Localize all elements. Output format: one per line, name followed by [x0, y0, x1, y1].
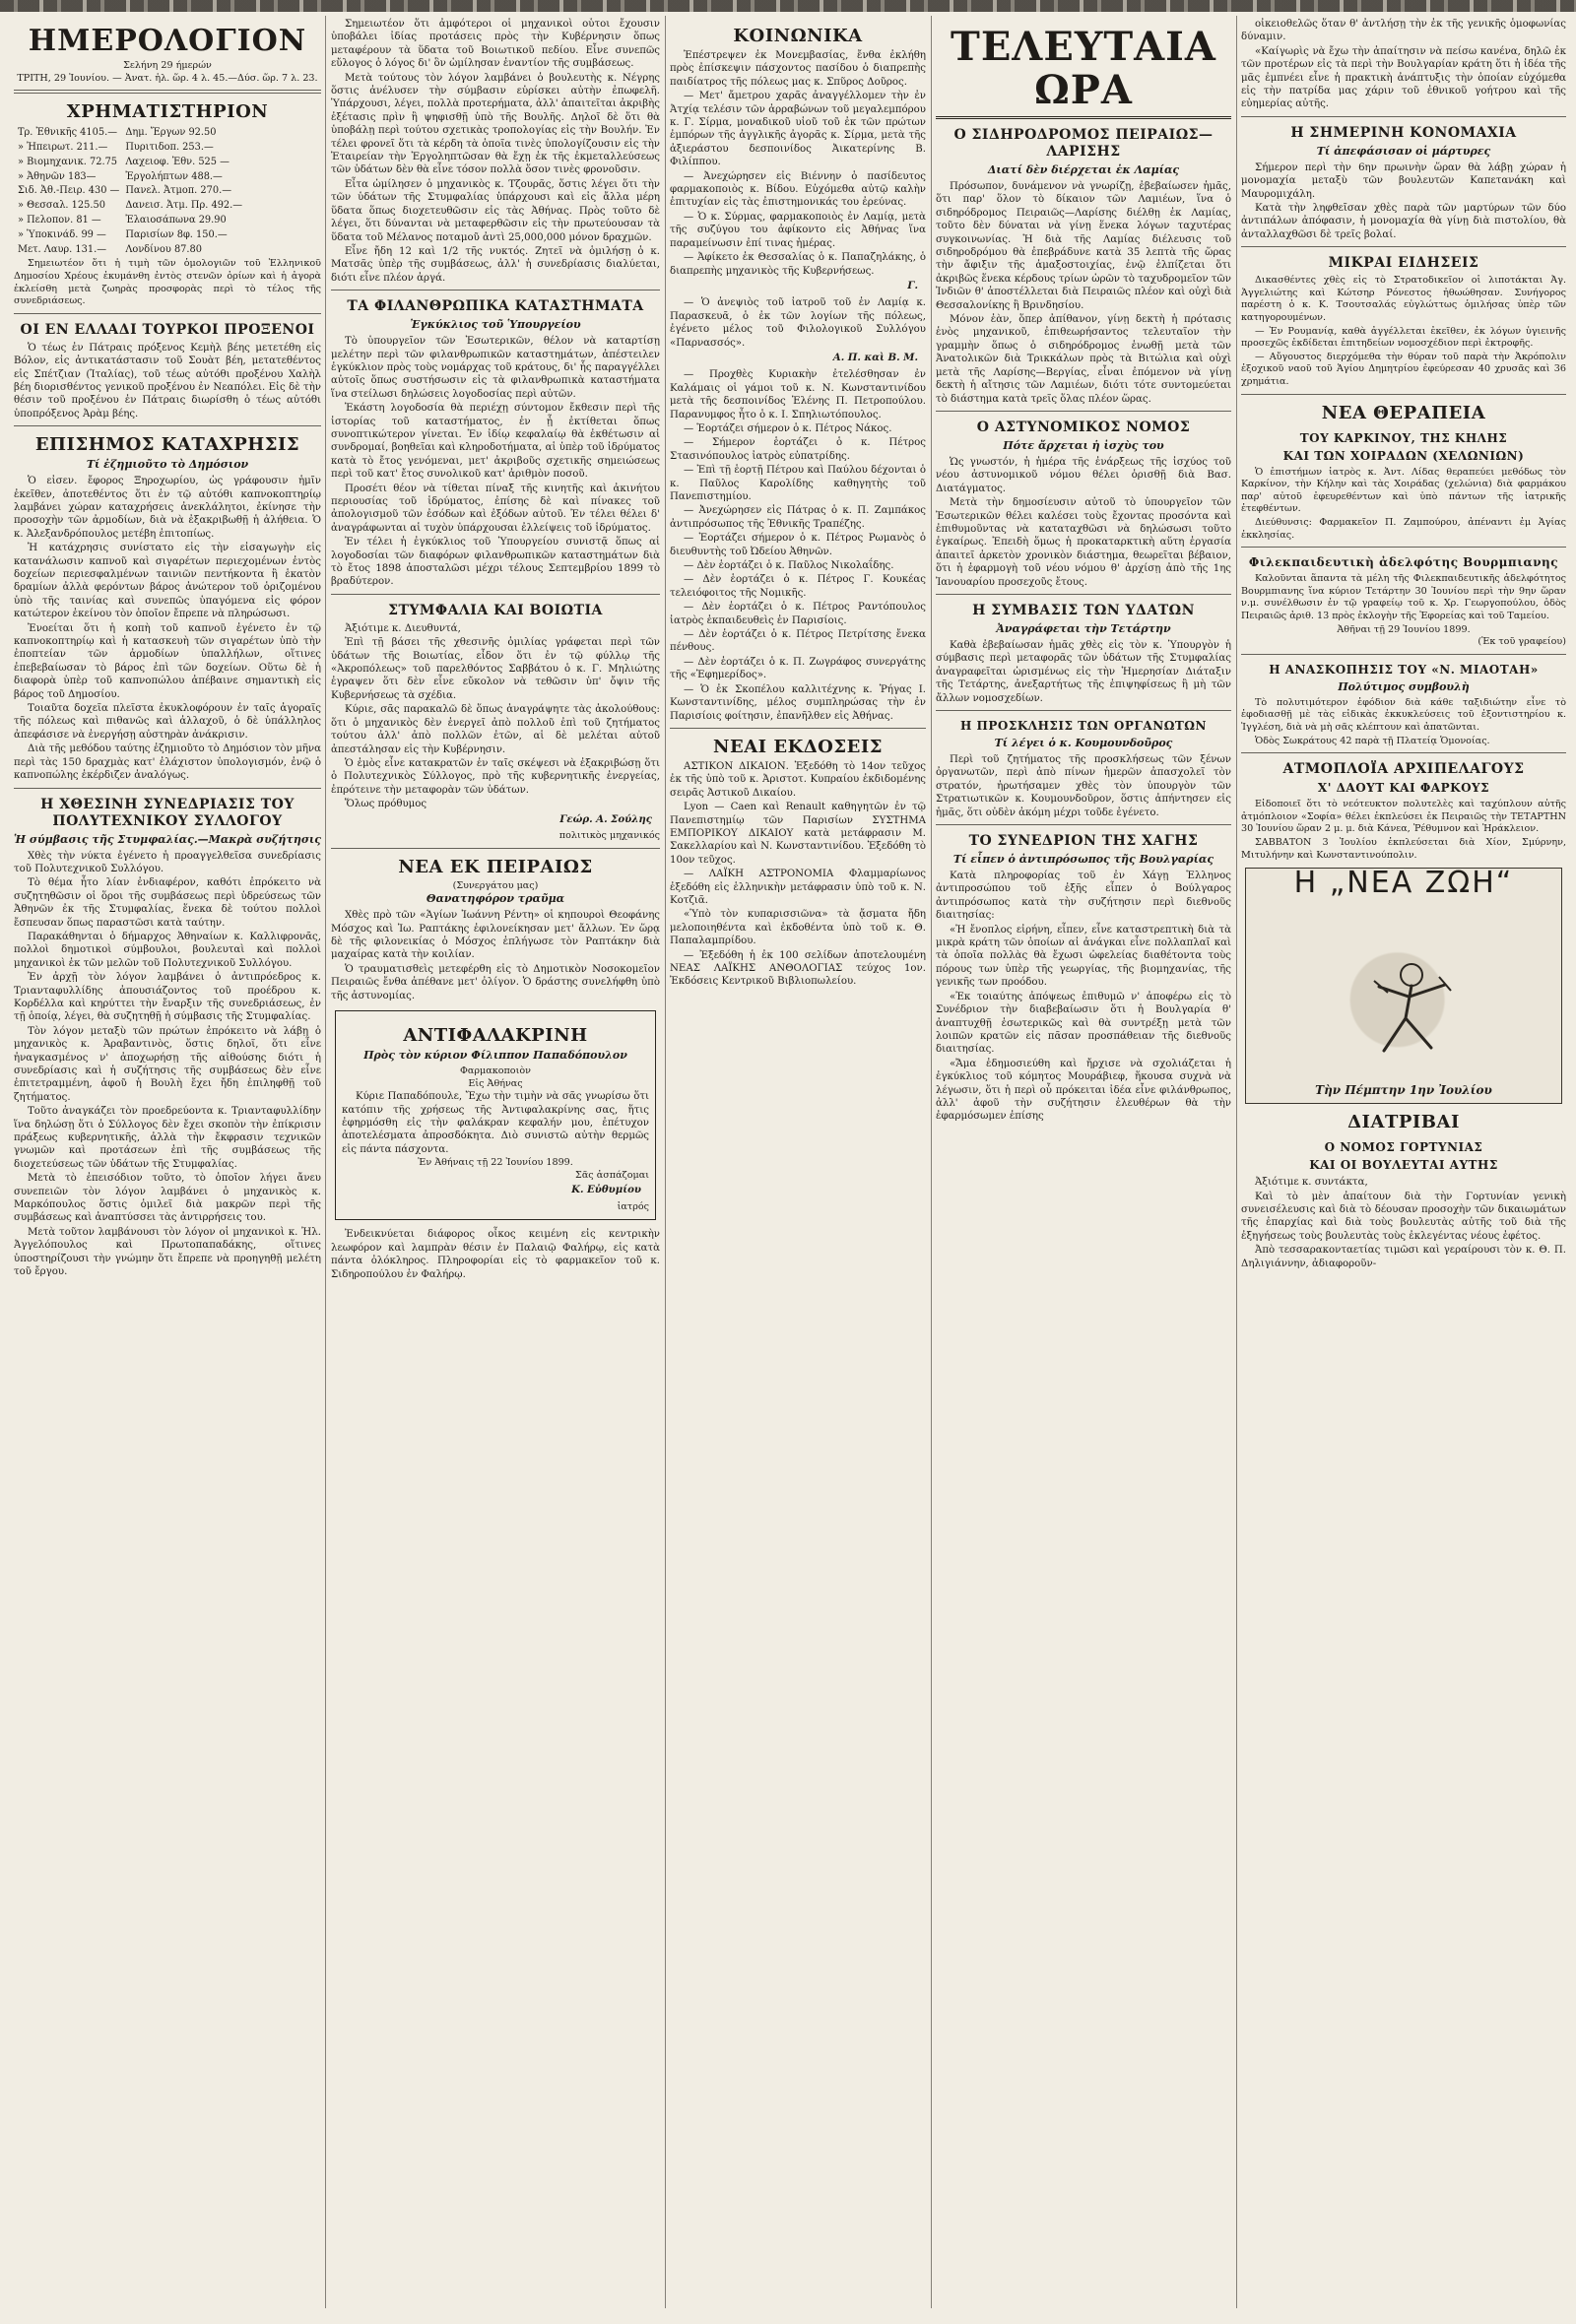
article-paragraph: Ἀξιότιμε κ. συντάκτα,	[1255, 1177, 1368, 1189]
table-cell: Ἐλαιοσάπωνα 29.90	[125, 214, 227, 226]
social-note: — Ἀνεχώρησεν εἰς Βιέννην ὁ πασίδευτος φαρμακοποιὸς κ. Βίδου. Εὐχόμεθα αὐτῷ καλὴν ἐπιτυχίαν εἰς τὰς ἐπιστημονικάς του ἐρεύνας.	[670, 170, 926, 209]
article-headline: Η ΣΥΜΒΑΣΙΣ ΤΩΝ ΥΔΑΤΩΝ	[972, 602, 1195, 618]
article-paragraph: Ὁ τραυματισθεὶς μετεφέρθη εἰς τὸ Δημοτικὸν Νοσοκομεῖον Πειραιῶς ἔνθα ἀπέθανε μετ' ὀλίγον. Ὁ δράστης συνελήφθη ὑπὸ τῆς ἀστυνομίας.	[331, 963, 660, 1001]
article-paragraph: Ἐνοείται ὅτι ἡ κοπὴ τοῦ καπνοῦ ἐγένετο ἐν τῷ καπνοκοπτηρίῳ καὶ ἡ κατασκευὴ τῶν σιγαρέτων ὑπὸ τὴν ἐποπτείαν τῶν ἀρμοδίων ὑπαλλήλων, οἵτινες ἐπεβεβαίωσαν τὸ βάρος ἐπὶ τῶν δοχείων. Οὕτω δὲ ἡ διαφορὰ ὑπὲρ τοῦ καπνοπώλου ἀπέβαινε σημαντικὴ εἰς βάρος τοῦ Δημοσίου.	[14, 622, 321, 700]
table-cell: Δημ. Ἔργων 92.50	[125, 127, 217, 139]
social-note: — Ἐπὶ τῇ ἑορτῇ Πέτρου καὶ Παύλου δέχονται ὁ κ. Παῦλος Καρολίδης καθηγητὴς τοῦ Πανεπιστημίου.	[670, 465, 926, 502]
table-cell: » Ὑποκινάδ. 99 —	[18, 228, 106, 240]
divider	[14, 788, 321, 789]
social-note: — Ἑορτάζει σήμερον ὁ κ. Πέτρος Ρωμανὸς ὁ διευθυντὴς τοῦ Ὠδείου Ἀθηνῶν.	[670, 533, 926, 557]
table-cell: Πανελ. Ἀτμοπ. 270.—	[125, 185, 232, 197]
article-paragraph: Μετὰ τούτους τὸν λόγον λαμβάνει ὁ βουλευτὴς κ. Νέγρης ὅστις ἀνέλυσεν τὴν σύμβασιν εὑρίσκει αὐτὴν ἐπωφελῆ. Ὑπάρχουσι, λέγει, πολλὰ προτερήματα, ἀλλ' ἀπαιτεῖται ἀκριβὴς ἐξέτασις πρὶν ἢ ψηφισθῇ ὑπὸ τῆς Βουλῆς. Δηλοῖ δὲ ὅτι θὰ ὑποβάλῃ περὶ τούτου σχετικὰς τροπολογίας εἰς τὴν Βουλήν. Ἐν τέλει φρονεῖ ὅτι τὰ κέρδη τὰ ὁποῖα τινὲς ὑπολογίζουσιν εἰς τὴν Ἑταιρείαν τὴν Ἐργοληπτῶσαν θὰ ἔχῃ ἐκ τῆς ἐκμεταλλεύσεως τῶν ὑδάτων δὲν θὰ εἶνε τόσον πολλὰ ὅσον τινὲς φρονοῦσιν.	[331, 72, 660, 176]
ad-body: ΣΑΒΒΑΤΟΝ 3 Ἰουλίου ἐκπλεύσεται διὰ Χίον, Σμύρνην, Μιτυλήνην καὶ Κωνσταντινούπολιν.	[1241, 836, 1566, 861]
divider	[1241, 752, 1566, 753]
article-paragraph: Καθὰ ἐβεβαίωσαν ἡμᾶς χθὲς εἰς τὸν κ. Ὑπουργὸν ἡ σύμβασις περὶ μεταφορᾶς τῶν ὑδάτων τῆς Στυμφαλίας ἀναγραφεῖται ὡρισμένως εἰς τὴν Ἡμερησίαν Διάταξιν τῆς Τετάρτης, ἀνεξαρτήτως τῆς ἐπιψηφίσεως ἢ μὴ τῶν ἄλλων νομοσχεδίων.	[936, 639, 1231, 704]
nea-zoi-illustrated-ad	[1245, 868, 1562, 1104]
social-note: — Δὲν ἑορτάζει ὁ κ. Παῦλος Νικολαΐδης.	[684, 560, 894, 572]
article-paragraph: Ὡς γνωστόν, ἡ ἡμέρα τῆς ἐνάρξεως τῆς ἰσχύος τοῦ νέου ἀστυνομικοῦ νόμου θέλει ὁρισθῇ διὰ Βασ. Διατάγματος.	[936, 456, 1231, 494]
ad-body: Εἰδοποιεῖ ὅτι τὸ νεότευκτον πολυτελὲς καὶ ταχύπλουν αὐτῆς ἀτμόπλοιον «Σοφία» θέλει ἐκπλεύσει ἐκ Πειραιῶς τὴν ΤΕΤΑΡΤΗΝ 30 Ἰουνίου ὥραν 2 μ. μ. διὰ Κάνεα, Ῥέθυμνον καὶ Ἡράκλειον.	[1241, 799, 1566, 835]
illustrated-ad-title: Η „ΝΕΑ ΖΩΗ“	[1293, 866, 1514, 901]
masthead-band	[0, 0, 1576, 12]
divider	[936, 824, 1231, 825]
table-row	[16, 200, 244, 213]
ad-body: Κύριε Παπαδόπουλε, Ἔχω τὴν τιμὴν νὰ σᾶς γνωρίσω ὅτι κατόπιν τῆς χρήσεως τῆς Ἀντιφαλακρίνης σας, ἥτις ἐφηρμόσθη εἰς τὴν φαλάκραν κεφαλήν μου, ἐπέτυχον ἀποτελέσματα ἀπροσδόκητα. Διὸ συνιστῶ αὐτὴν θερμῶς εἰς πάντα πάσχοντα.	[342, 1091, 649, 1155]
signature: Α. Π. καὶ Β. Μ.	[832, 351, 918, 363]
column-4	[936, 18, 1231, 2306]
social-note: — Σήμερον ἑορτάζει ὁ κ. Πέτρος Στασινόπουλος ἰατρὸς εὐπατρίδης.	[670, 437, 926, 462]
table-cell: Μετ. Λαυρ. 131.—	[18, 243, 106, 255]
article-paragraph: Τοῦτο ἀναγκάζει τὸν προεδρεύοντα κ. Τριανταφυλλίδην ἵνα δηλώσῃ ὅτι ὁ Σύλλογος δὲν ἔχει σκοπὸν τὴν ἐπίκρισιν πράξεως κυβερνητικῆς, ἀλλὰ τὴν ἔκφρασιν τεχνικῶν γνωμῶν καὶ προτάσεων ἐπὶ τῆς συμβάσεως τῆς διοχετεύσεως τῶν ὑδάτων τῆς Στυμφαλίας.	[14, 1106, 321, 1170]
advertisement-box	[335, 1010, 656, 1220]
notice-body: Καλοῦνται ἅπαντα τὰ μέλη τῆς Φιλεκπαιδευτικῆς ἀδελφότητος Βουρμπιανης ἵνα κύριον Τετάρτην 30 Ἰουνίου περὶ τὴν 9ην ὥραν ν.μ. συνέλθωσιν ἐν τῷ γραφείῳ τοῦ κ. Χρ. Γεωργοπούλου, ὁδὸς Πειραιῶς ἀριθ. 13 πρὸς ἐκλογὴν τῆς Ἐφορείας καὶ τοῦ Ταμείου.	[1241, 573, 1566, 621]
social-note: — Μετ' ἄμετρου χαρᾶς ἀναγγέλλομεν τὴν ἐν Ἀτχίᾳ τελέσιν τῶν ἀρραβώνων τοῦ μεγαλεμπόρου κ. Γ. Σίρμα, μοναδικοῦ υἱοῦ τοῦ ἐκ τῶν πρώτων ἐμπόρων τῆς ἀγγλικῆς ἀγορᾶς κ. Σίρμα, μετὰ τῆς ἀξιεράστου δεσποινίδος Ἀικατερίνης Β. Φιλίππου.	[670, 91, 926, 168]
ad-title: ΝΕΑ ΘΕΡΑΠΕΙΑ	[1321, 402, 1486, 423]
article-subheadline: Τί εἶπεν ὁ ἀντιπρόσωπος τῆς Βουλγαρίας	[952, 853, 1215, 867]
article-paragraph: Τὸ ὑπουργεῖον τῶν Ἐσωτερικῶν, θέλον νὰ καταρτίσῃ μελέτην περὶ τῶν φιλανθρωπικῶν καταστημάτων, ἀπέστειλεν ἐγκύκλιον πρὸς τοὺς νομάρχας τοῦ κράτους, δι' ἧς παραγγέλλει αὐτοῖς ὅπως συστήσωσιν εἰς τὰ φιλανθρωπικὰ καταστήματα ἵνα στείλωσι δηλώσεις λογοδοσίας περὶ αὐτῶν.	[331, 336, 660, 400]
publication-note: Lyon — Caen καὶ Renault καθηγητῶν ἐν τῷ Πανεπιστημίῳ τῶν Παρισίων ΣΥΣΤΗΜΑ ΕΜΠΟΡΙΚΟΥ ΔΙΚΑΙΟΥ κατὰ μετάφρασιν Μ. Σακελλαρίου καὶ Ν. Κωνσταντινίδου. Ἐξεδόθη τὸ 10ον τεῦχος.	[670, 802, 926, 866]
divider	[331, 594, 660, 595]
article-paragraph: «Ἐκ τοιαύτης ἀπόψεως ἐπιθυμῶ ν' ἀποφέρω εἰς τὸ Συνέδριον τὴν διαβεβαίωσιν ὅτι ἡ Βουλγαρία θ' ἀναπτυχθῇ ἐσωτερικῶς καὶ θὰ συντρέξῃ μετὰ τῶν λοιπῶν κρατῶν εἰς πᾶσαν προσπάθειαν τῆς διεθνοῦς διαιτησίας.	[936, 991, 1231, 1056]
date-line: ΤΡΙΤΗ, 29 Ἰουνίου. — Ἀνατ. ἡλ. ὥρ. 4 λ. 45.—Δύσ. ὥρ. 7 λ. 23.	[17, 72, 318, 84]
news-brief: — Ἐν Ρουμανίᾳ, καθὰ ἀγγέλλεται ἐκεῖθεν, ἐκ λόγων ὑγιεινῆς προσεχῶς ἐκδίδεται ἐπιτηδείων νομοσχέδιον περὶ ἐκτροφῆς.	[1241, 325, 1566, 350]
column-divider	[665, 16, 666, 2308]
article-paragraph: Περὶ τοῦ ζητήματος τῆς προσκλήσεως τῶν ξένων ὀργανωτῶν, περὶ ἀπὸ πίνων ἡμερῶν ἀπασχολεῖ τὸν στρατόν, ἠρωτήσαμεν χθὲς τὸν ὑπουργὸν τῶν Στρατιωτικῶν κ. Κουμουνδοῦρον, ὅστις ἀπήντησεν εἰς ἡμᾶς, ὅτι οὐδὲν ἀκόμη μέχρι τοῦδε ἐγένετο.	[936, 754, 1231, 818]
signature: Γ.	[907, 279, 918, 291]
article-paragraph: Ἀπὸ τεσσαρακονταετίας τιμῶσι καὶ γεραίρουσι τὸν κ. Θ. Π. Δηλιγιάννην, ἀδιαφοροῦν-	[1241, 1245, 1566, 1269]
article-headline: ΤΟ ΣΥΝΕΔΡΙΟΝ ΤΗΣ ΧΑΓΗΣ	[968, 833, 1199, 850]
article-paragraph: Κύριε, σᾶς παρακαλῶ δὲ ὅπως ἀναγράψητε τὰς ἀκολούθους: ὅτι ὁ μηχανικὸς δὲν ἐνεργεῖ ἀπὸ πολλοῦ ἐπὶ τοῦ ζητήματος τούτου ἀλλ' ἀπὸ πολλῶν ἐτῶν, αἱ δὲ μελέται αὐτοῦ ἀπεστάλησαν εἰς τὴν Κυβέρνησιν.	[331, 704, 660, 755]
article-paragraph: Κατὰ πληροφορίας τοῦ ἐν Χάγῃ Ἑλληνος ἀντιπροσώπου τοῦ ἐξῆς εἶπεν ὁ Βούλγαρος ἀντιπρόσωπος κατὰ τὴν συζήτησιν περὶ διεθνοῦς διαιτησίας:	[936, 871, 1231, 922]
ad-subtitle: Πρὸς τὸν κύριον Φίλιππον Παπαδόπουλον	[363, 1048, 627, 1062]
illustrated-ad-caption: Τὴν Πέμπτην 1ην Ἰουλίου	[1315, 1082, 1492, 1097]
social-note: — Ἑορτάζει σήμερον ὁ κ. Πέτρος Νάκος.	[684, 422, 892, 434]
ad-signature: Κ. Εὐθυμίου	[571, 1184, 641, 1196]
divider	[14, 425, 321, 426]
article-headline: Ο ΑΣΤΥΝΟΜΙΚΟΣ ΝΟΜΟΣ	[976, 419, 1191, 435]
table-row	[16, 185, 244, 198]
article-paragraph: οἰκειοθελῶς ὅταν θ' ἀντλήσῃ τὴν ἐκ τῆς γενικῆς ὁμοφωνίας δύναμιν.	[1241, 19, 1566, 43]
table-row	[16, 215, 244, 227]
divider	[14, 90, 321, 94]
social-note: — Δὲν ἑορτάζει ὁ κ. Πέτρος Ραντόπουλος ἰατρὸς ἐκπαιδευθεὶς ἐν Παρισίοις.	[670, 602, 926, 626]
section-title: ΚΟΙΝΩΝΙΚΑ	[733, 26, 863, 46]
article-paragraph: Ἐν τέλει ἡ ἐγκύκλιος τοῦ Ὑπουργείου συνιστᾷ ὅπως αἱ λογοδοσίαι τῶν διαφόρων φιλανθρωπικῶν καταστημάτων διὰ τὸ ἔτος 1898 ἀποσταλῶσι μέχρι τέλους Σεπτεμβρίου 1899 τὸ βραδύτερον.	[331, 537, 660, 588]
article-subheadline: Ο ΝΟΜΟΣ ΓΟΡΤΥΝΙΑΣ	[1324, 1140, 1483, 1155]
article-paragraph: Σήμερον περὶ τὴν 6ην πρωινὴν ὥραν θὰ λάβῃ χώραν ἡ μονομαχία μεταξὺ τῶν βουλευτῶν Καπετανάκη καὶ Μαυρομιχάλη.	[1241, 161, 1566, 200]
article-paragraph: Μετὰ τὴν δημοσίευσιν αὐτοῦ τὸ ὑπουργεῖον τῶν Ἐσωτερικῶν θέλει καλέσει τοὺς ἔχοντας προσόντα καὶ ἐπιθυμοῦντας νὰ καταταχθῶσι νὰ δηλώσωσι τοῦτο ἐγκαίρως. Ἐπειδὴ ὅμως ἡ προκαταρκτικὴ αὕτη ἐργασία ἀπαιτεῖ ἀρκετὸν χρονικὸν διάστημα, θεωρεῖται βέβαιον, ὅτι ἡ ἐφαρμογὴ τοῦ νέου νόμου θ' ἀρχίσῃ ἀπὸ τῆς 1ης Ἰανουαρίου προσεχοῦς ἔτους.	[936, 497, 1231, 588]
article-paragraph: Τὸν λόγον μεταξὺ τῶν πρώτων ἐπρόκειτο νὰ λάβῃ ὁ μηχανικὸς κ. Ἀραβαντινὸς, ὅστις δηλοῖ, ὅτι εἶνε ἠναγκασμένος ν' ἀποχωρήσῃ τῆς αἰθούσης διότι ἡ συνεδρίασις καὶ ἡ συζήτησις τῆς συμβάσεως δὲν εἶνε ἐπιτετραμμένη, ἀφοῦ ἡ Βουλὴ ἔχει ἤδη ἐπιληφθῇ τοῦ ζητήματος.	[14, 1025, 321, 1103]
article-paragraph: Ὁ τέως ἐν Πάτραις πρόξενος Κεμὴλ βέης μετετέθη εἰς Βόλον, εἰς ἀντικατάστασιν τοῦ Σουὰτ βέη, μετατεθέντος εἰς Σπέτζιαν (Ἰταλίας), τοῦ τέως αὐτόθι προξένου Χαλὴλ βέη διορισθέντος γενικοῦ προξένου ἐν Νεαπόλει. Εἰς δὲ τὴν θέσιν τοῦ προξένου ἐν Πάτραις διωρίσθη ὁ τέως αὐτόθι ὑποπρόξενος Ἀρὰμ βέης.	[14, 342, 321, 420]
article-paragraph: Μόνον ἐὰν, ὅπερ ἀπίθανον, γίνῃ δεκτὴ ἡ πρότασις ἑνὸς μηχανικοῦ, ἐπιθεωρήσαντος τελευταῖον τὴν γραμμὴν ὅπως ὁ σιδηρόδρομος ἑνωθῇ μετὰ τῶν Ἀνατολικῶν διὰ Τρικκάλων πρὸς τὰ Βιτώλια καὶ οὐχὶ μετὰ τῆς Λαρίσης—Βεργίας, εἶναι ἐπόμενον νὰ γίνῃ δεκτὴ ἡ αἴτησις τῶν Λαμιέων, διότι τότε συντομεύεται τὸ διάστημα κατὰ τρεῖς ὅλας πλέον ὥρας.	[936, 314, 1231, 405]
divider	[1241, 246, 1566, 247]
article-paragraph: Ὅλως πρόθυμος	[345, 799, 427, 810]
article-subheadline: ΚΑΙ ΟΙ ΒΟΥΛΕΥΤΑΙ ΑΥΤΗΣ	[1309, 1158, 1498, 1173]
table-row	[16, 171, 244, 184]
article-paragraph: «Ἄμα ἐδημοσιεύθη καὶ ἤρχισε νὰ σχολιάζεται ἡ ἐγκύκλιος τοῦ κόμητος Μουράβιεφ, ἥκουσα συχνὰ νὰ λέγωσιν, ὅτι ἡ περὶ οὗ πρόκειται ἰδέα εἶνε φιλάνθρωπος, ἀλλ' ἀφοῦ τὴν συζήτησιν ἐλευθέρων θὰ τὴν ἐφαρμόσωμεν ἐπίσης	[936, 1058, 1231, 1123]
table-cell: Παρισίων 8φ. 150.—	[125, 228, 228, 240]
publication-note: «Ὑπὸ τὸν κυπαρισσιῶνα» τὰ ᾄσματα ἤδη μελοποιηθέντα καὶ ἐκδοθέντα ὑπὸ τοῦ κ. Θ. Παπαλαμπρίδου.	[670, 909, 926, 947]
table-row	[16, 157, 244, 169]
table-cell: » Ἠπειρωτ. 211.—	[18, 141, 108, 153]
table-cell: Λαχειοφ. Ἐθν. 525 —	[125, 156, 230, 167]
article-paragraph: Ἐν ἀρχῇ τὸν λόγον λαμβάνει ὁ ἀντιπρόεδρος κ. Τριανταφυλλίδης ἀπουσιάζοντος τοῦ προέδρου κ. Κορδέλλα καὶ κηρύττει τὴν ἔναρξιν τῆς συνεδριάσεως, ἐν τῇ ὁποίᾳ, λέγει, θὰ συζητηθῇ ἡ σύμβασις τῆς Στυμφαλίας.	[14, 972, 321, 1023]
notice-source: (Ἐκ τοῦ γραφείου)	[1478, 636, 1566, 648]
table-cell: Σιδ. Ἀθ.-Πειρ. 430 —	[18, 185, 120, 197]
table-cell: Δανεισ. Ἀτμ. Πρ. 492.—	[125, 200, 243, 212]
article-paragraph: Ἡ κατάχρησις συνίστατο εἰς τὴν εἰσαγωγὴν εἰς κατανάλωσιν καπνοῦ καὶ σιγαρέτων περιεχομένων ἐντὸς δοχείων περιεσφαλμένων ταινιῶν πεντήκοντα ἢ ἑκατὸν δραμίων ἀλλὰ φερόντων βάρος ἀνώτερον τοῦ ὁριζομένου ὑπὸ τῆς ταινίας καὶ συνεπῶς ὑπαγόμενα εἰς φόρον κατώτερον ἐκείνου τὸν ὁποῖον ἔπρεπε νὰ πληρώσωσι.	[14, 543, 321, 620]
publication-note: — Ἐξεδόθη ἡ ἐκ 100 σελίδων ἀποτελουμένη ΝΕΑΣ ΛΑΪΚΗΣ ΑΝΘΟΛΟΓΙΑΣ τεύχος 1ον. Ἐκδόσεις Κεντρικοῦ Βιβλιοπωλείου.	[670, 949, 926, 988]
social-note: — Ὁ ἀνεψιὸς τοῦ ἰατροῦ τοῦ ἐν Λαμίᾳ κ. Παρασκευᾶ, ὁ ἐκ τῶν λογίων τῆς πόλεως, ἐγένετο μέλος τοῦ Φιλολογικοῦ Συλλόγου «Παρνασσός».	[670, 297, 926, 349]
article-headline: ΝΕΑ ΕΚ ΠΕΙΡΑΙΩΣ	[398, 856, 593, 877]
table-row	[16, 142, 244, 155]
social-note: — Ἀνεχώρησεν εἰς Πάτρας ὁ κ. Π. Ζαμπάκος ἀντιπρόσωπος τῆς Ἐθνικῆς Τραπέζης.	[670, 505, 926, 530]
table-cell: Πυριτιδοπ. 253.—	[125, 141, 214, 153]
ad-body: Ὁδὸς Σωκράτους 42 παρὰ τῇ Πλατείᾳ Ὁμονοίας.	[1255, 735, 1490, 746]
running-figure-illustration	[1354, 957, 1463, 1065]
article-headline: ΔΙΑΤΡΙΒΑΙ	[1347, 1112, 1460, 1133]
ad-title: ΑΤΜΟΠΛΟΪΑ ΑΡΧΙΠΕΛΑΓΟΥΣ	[1282, 761, 1525, 778]
article-paragraph: Καὶ τὸ μὲν ἀπαίτουν διὰ τὴν Γορτυνίαν γενικὴ συνεισέλευσις καὶ διὰ τὸ δέουσαν προσοχὴν τῶν δικαιωμάτων τῆς ἐπαρχίας καὶ διὰ τοὺς βουλευτὰς αὐτῆς τοῦ διὰ τῆς ἐξηγήσεως τοὺς βουλευτὰς τοὺς ἐκλεγέντας νέους ἐφέτος.	[1241, 1191, 1566, 1242]
exchange-table	[14, 125, 246, 258]
article-paragraph: Ἀξιότιμε κ. Διευθυντά,	[345, 622, 461, 634]
ad-subtitle: Πολύτιμος συμβουλὴ	[1338, 679, 1470, 693]
article-paragraph: «Ἡ ἔνοπλος εἰρήνη, εἶπεν, εἶνε καταστρεπτικὴ διὰ τὰ μικρὰ κράτη τῶν ὁποίων αἱ ἀνάγκαι εἶνε πολλαπλαῖ καὶ τὰ ὁποῖα πολλὰς θὰ ἔχωσι ὠφελείας διαθέτοντα τοὺς πόρους των ὑπὲρ τῆς γεωργίας, τῆς βιομηχανίας, τῆς γενικῆς των προόδου.	[936, 924, 1231, 989]
social-note: — Ὁ κ. Σύρμας, φαρμακοποιὸς ἐν Λαμίᾳ, μετὰ τῆς συζύγου του ἀφίκοντο εἰς Ἀθήνας ἵνα παραμείνωσιν ἐπί τινας ἡμέρας.	[670, 211, 926, 249]
divider	[1241, 394, 1566, 395]
article-paragraph: Χθὲς πρὸ τῶν «Ἁγίων Ἰωάννη Ρέντη» οἱ κηπουροὶ Θεοφάνης Μόσχος καὶ Ἰω. Ραπτάκης ἐφιλονείκησαν μετ' ἄλλων. Ἐν ὥρᾳ δὲ τῆς φιλονεικίας ὁ Μόσχος ἐπλήγωσε τὸν Ραπτάκην διὰ μαχαίρας κατὰ τὴν κοιλίαν.	[331, 910, 660, 961]
article-paragraph: Τοιαῦτα δοχεῖα πλεῖστα ἐκυκλοφόρουν ἐν ταῖς ἀγοραῖς τῆς πόλεως καὶ πιθανῶς καὶ ἀλλαχοῦ, ὁ δὲ ὑπάλληλος ἀπεφάσισε νὰ ἐνεργήσῃ αὐστηρὰν ἀνάκρισιν.	[14, 703, 321, 741]
news-brief: Δικασθέντες χθὲς εἰς τὸ Στρατοδικεῖον οἱ λιποτάκται Ἀγ. Ἀγγελιώτης καὶ Κώτσηρ Ρόνεστος ἠθωώθησαν. Συνήγορος παρέστη ὁ κ. Κ. Τσουτσαλάς εὐγλώττως ὁμιλήσας ὑπὲρ τῶν κατηγορουμένων.	[1241, 275, 1566, 324]
section-title: ΜΙΚΡΑΙ ΕΙΔΗΣΕΙΣ	[1328, 255, 1479, 272]
article-paragraph: Παρακάθηνται ὁ δήμαρχος Ἀθηναίων κ. Καλλιφρονᾶς, πολλοὶ δημοτικοὶ σύμβουλοι, βουλευταὶ καὶ πολλοὶ μηχανικοὶ ἐκ τῶν μελῶν τοῦ Πολυτεχνικοῦ Συλλόγου.	[14, 931, 321, 969]
column-2	[331, 18, 660, 2306]
article-headline: ΤΑ ΦΙΛΑΝΘΡΩΠΙΚΑ ΚΑΤΑΣΤΗΜΑΤΑ	[347, 298, 644, 315]
notice-date: Ἀθῆναι τῇ 29 Ἰουνίου 1899.	[1337, 623, 1471, 635]
ad-closing: Σᾶς ἀσπάζομαι	[575, 1169, 649, 1181]
table-row	[16, 229, 244, 242]
article-paragraph: Ὁ ἐμὸς εἶνε κατακρατῶν ἐν ταῖς σκέψεσι νὰ ἐξακριβώσῃ ὅτι ὁ Πολυτεχνικὸς Σύλλογος, πρὸ τῆς κυβερνητικῆς ἐνεργείας, ἐπρότεινε τὴν μεταφορὰν τῶν ὑδάτων.	[331, 757, 660, 796]
classified-ad: Ἐνδεικνύεται διάφορος οἶκος κειμένη εἰς κεντρικὴν λεωφόρον καὶ λαμπρὰν θέσιν ἐν Παλαιῷ Φαλήρῳ, εἰς κατὰ πάντα ὀλόκληρος. Πληροφορίαι εἰς τὸ φαρμακεῖον τοῦ κ. Σιδηροπούλου ἐν Φαλήρῳ.	[331, 1229, 660, 1280]
divider	[1241, 547, 1566, 548]
ad-subtitle: Χ' ΔΑΟΥΤ ΚΑΙ ΦΑΡΚΟΥΣ	[1317, 781, 1490, 796]
article-subheadline: Τί λέγει ὁ κ. Κουμουνδοῦρος	[994, 737, 1173, 749]
news-brief: — Αὔγουστος διερχόμεθα τὴν θύραν τοῦ παρὰ τὴν Ἀκρόπολιν ἐξοχικοῦ ναοῦ τοῦ Ἁγίου Δημητρίου ἐφεύρεσαν 40 χρυσᾶς καὶ 36 χρημάτια.	[1241, 351, 1566, 388]
article-subheadline: Ἐγκύκλιος τοῦ Ὑπουργείου	[410, 318, 581, 332]
column-1	[14, 18, 321, 2306]
article-subheadline: Ἡ σύμβασις τῆς Στυμφαλίας.—Μακρὰ συζήτησις	[14, 832, 321, 846]
ad-body: Διεύθυνσις: Φαρμακεῖον Π. Ζαμπούρου, ἀπέναντι ἐμ Ἁγίας ἐκκλησίας.	[1241, 517, 1566, 541]
article-headline: Η ΧΘΕΣΙΝΗ ΣΥΝΕΔΡΙΑΣΙΣ ΤΟΥ ΠΟΛΥΤΕΧΝΙΚΟΥ ΣΥΛΛΟΓΟΥ	[40, 796, 295, 829]
column-3	[670, 18, 926, 2306]
article-subheadline: Τί ἀπεφάσισαν οἱ μάρτυρες	[1316, 144, 1491, 158]
ad-signature-role: ἰατρός	[617, 1200, 649, 1212]
article-headline: ΟΙ ΕΝ ΕΛΛΑΔΙ ΤΟΥΡΚΟΙ ΠΡΟΞΕΝΟΙ	[20, 321, 315, 338]
article-paragraph: Διὰ τῆς μεθόδου ταύτης ἐζημιοῦτο τὸ Δημόσιον τὸν μῆνα περὶ τὰς 150 δραχμὰς κατ' ἐλάχιστον ὑπολογισμόν, ἐνῷ ὁ καπνοπώλης ἐκέρδιζεν ἀναλόγως.	[14, 743, 321, 782]
table-cell: » Ἀθηνῶν 183—	[18, 170, 97, 182]
article-paragraph: Κατὰ τὴν ληφθεῖσαν χθὲς παρὰ τῶν μαρτύρων τῶν δύο ἀντιπάλων ἀπόφασιν, ἡ μονομαχία θὰ γίνῃ διὰ πιστολίου, θὰ ἀνταλλαχθῶσι δὲ τρεῖς βολαί.	[1241, 203, 1566, 240]
divider	[936, 710, 1231, 711]
article-paragraph: «Καίγωρὶς νὰ ἔχω τὴν ἀπαίτησιν νὰ πείσω κανένα, δηλῶ ἐκ τῶν προτέρων εἰς τὰ περὶ τὴν Βουλγαρίαν κράτη ὅτι ἡ ἰδέα τῆς μᾶς ἐμπνέει εἶνε ἡ πρακτικὴ ἀνάπτυξις τὴν ὁποίαν εὐχόμεθα εἰς τὴν πατρίδα μας χάριν τοῦ ἐθνικοῦ γοήτρου καὶ τῆς εὐημερίας αὐτῆς.	[1241, 45, 1566, 110]
column-divider	[931, 16, 932, 2308]
publication-note: — ΛΑΪΚΗ ΑΣΤΡΟΝΟΜΙΑ Φλαμμαρίωνος ἐξεδόθη εἰς ἑλληνικὴν μετάφρασιν ὑπὸ τοῦ κ. Ν. Κοτζιᾶ.	[670, 869, 926, 906]
exchange-title: ΧΡΗΜΑΤΙΣΤΗΡΙΟΝ	[66, 101, 269, 123]
ad-subtitle: ΤΟΥ ΚΑΡΚΙΝΟΥ, ΤΗΣ ΚΗΛΗΣ	[1299, 430, 1508, 445]
calendar-title: ΗΜΕΡΟΛΟΓΙΟΝ	[28, 24, 307, 58]
social-note: — Ὁ ἐκ Σκοπέλου καλλιτέχνης κ. Ῥήγας Ι. Κωνσταντινίδης, μέλος συμπληρώσας τὴν ἐν Παρισίοις φοίτησιν, ἐπανῆλθεν εἰς Ἀθήνας.	[670, 683, 926, 722]
divider	[936, 594, 1231, 595]
social-note: — Δὲν ἑορτάζει ὁ κ. Πέτρος Γ. Κουκέας τελειόφοιτος τῆς Νομικῆς.	[670, 574, 926, 599]
article-paragraph: Χθὲς τὴν νύκτα ἐγένετο ἡ προαγγελθεῖσα συνεδρίασις τοῦ Πολυτεχνικοῦ Συλλόγου.	[14, 850, 321, 874]
article-paragraph: Σημειωτέον ὅτι ἀμφότεροι οἱ μηχανικοὶ οὗτοι ἔχουσιν ὑποβάλει ἰδίας προτάσεις πρὸς τὴν Κυβέρνησιν ὅπως μεταφέρουν τὰ ὕδατα τοῦ Βοιωτικοῦ πεδίου. Εἶνε συνεπῶς εὔλογος ὁ λόγος δι' ὃν ὡμίλησαν ἐναντίον τῆς συμβάσεως.	[331, 19, 660, 70]
exchange-note: Σημειωτέον ὅτι ἡ τιμὴ τῶν ὁμολογιῶν τοῦ Ἑλληνικοῦ Δημοσίου Χρέους ἐκυμάνθη ἐντὸς στενῶν ὁρίων καὶ ἡ ἀγορὰ ἐκλείσθη μετὰ ζωηρὰς προσφορὰς περὶ τὸ τέλος τῆς συνεδριάσεως.	[14, 258, 321, 307]
divider	[14, 313, 321, 314]
article-paragraph: Εἶτα ὡμίλησεν ὁ μηχανικὸς κ. Τζουρᾶς, ὅστις λέγει ὅτι τὴν τῶν ὑδάτων τῆς Στυμφαλίας ὑπάρχουσι καὶ εἰς ἄλλα μέρη ὕδατα ὅπως διοχετευθῶσιν εἰς τὰς Ἀθήνας. Πρὸς τοῦτο δὲ λέγει, ὅτι δύνανται νὰ μεταφερθῶσιν εἰς τὴν πρωτεύουσαν τὰ ὕδατα τοῦ Μέλανος ποταμοῦ ἀντὶ 25,000,000 μόνον δραχμῶν.	[331, 178, 660, 243]
divider	[670, 728, 926, 729]
publication-note: ΑΣΤΙΚΟΝ ΔΙΚΑΙΟΝ. Ἐξεδόθη τὸ 14ον τεῦχος ἐκ τῆς ὑπὸ τοῦ κ. Ἀριστοτ. Κυπραίου ἐκδιδομένης σειρᾶς Ἀστικοῦ Δικαίου.	[670, 760, 926, 799]
table-cell: » Πελοπον. 81 —	[18, 214, 101, 226]
table-cell: Ἐργολήπτων 488.—	[125, 170, 223, 182]
table-cell: Τρ. Ἐθνικῆς 4105.—	[18, 127, 118, 139]
ad-title: Η ΑΝΑΣΚΟΠΗΣΙΣ ΤΟΥ «Ν. ΜΙΑΟΤΑΗ»	[1269, 662, 1539, 677]
notice-title: Φιλεκπαιδευτικὴ ἀδελφότης Βουρμπιανης	[1248, 555, 1559, 570]
social-note: — Δὲν ἑορτάζει ὁ κ. Πέτρος Πετρίτσης ἔνεκα πένθους.	[670, 629, 926, 654]
article-headline: Ο ΣΙΔΗΡΟΔΡΟΜΟΣ ΠΕΙΡΑΙΩΣ—ΛΑΡΙΣΗΣ	[953, 127, 1214, 160]
article-paragraph: Πρόσωπον, δυνάμενον νὰ γνωρίζῃ, ἐβεβαίωσεν ἡμᾶς, ὅτι παρ' ὅλον τὸ δίκαιον τῶν Λαμιέων, ἵνα ὁ σιδηρόδρομος Πειραιῶς—Λαρίσης διέλθῃ ἐκ Λαμίας, τοῦτο δὲν δύναται νὰ γίνῃ ἕνεκα λόγων ταχυτέρας συγκοινωνίας. Ἡ διὰ τῆς Λαμίας διέλευσις τοῦ σιδηροδρόμου θὰ ἐπεβράδυνε κατὰ 35 λεπτὰ τῆς ὥρας τὴν ἄφιξιν τῆς ἁμαξοστοιχίας, ἐνῷ ἐλπίζεται ὅτι ἀκριβῶς ἕνεκα κέρδους τρίων ὡρῶν τὸ ταχυδρομεῖον τῶν Ἰνδιῶν θ' ἀποστέλλεται διὰ Πειραιῶς πλέον καὶ οὐχὶ διὰ Θεσσαλονίκης ἢ Βρινδησίου.	[936, 181, 1231, 311]
article-subheadline: Θανατηφόρον τραῦμα	[426, 892, 565, 906]
signature: Γεώρ. Α. Σούλης	[559, 812, 652, 825]
article-headline: ΣΤΥΜΦΑΛΙΑ ΚΑΙ ΒΟΙΩΤΙΑ	[388, 602, 603, 618]
section-title: ΝΕΑΙ ΕΚΔΟΣΕΙΣ	[713, 736, 883, 757]
table-row	[16, 127, 244, 140]
divider	[936, 411, 1231, 412]
ad-date: Ἐν Ἀθήναις τῇ 22 Ἰουνίου 1899.	[418, 1157, 573, 1169]
article-paragraph: Προσέτι θέον νὰ τίθεται πίναξ τῆς κινητῆς καὶ ἀκινήτου περιουσίας τοῦ ἱδρύματος, ἐπίσης δὲ καὶ πίνακες τοῦ ἀπολογισμοῦ τῶν ἐσόδων καὶ ἐξόδων αὐτοῦ. Ἐν τέλει θέλει δ' ἀναγράφωνται αἱ τυχὸν ὑπάρχουσαι ἐλλείψεις τοῦ ἱδρύματος.	[331, 483, 660, 534]
social-note: Ἐπέστρεψεν ἐκ Μονεμβασίας, ἔνθα ἐκλήθη πρὸς ἐπίσκεψιν πάσχοντος πασίδου ὁ διαπρεπὴς παιδίατρος τῆς πόλεως μας κ. Σπῦρος Δοῦρος.	[670, 50, 926, 88]
late-news-banner: ΤΕΛΕΥΤΑΙΑ ΩΡΑ	[936, 26, 1231, 119]
signature-role: πολιτικὸς μηχανικός	[558, 829, 660, 841]
moon-phase: Σελήνη 29 ήμερών	[123, 60, 212, 71]
social-note: — Προχθὲς Κυριακὴν ἐτελέσθησαν ἐν Καλάμαις οἱ γάμοι τοῦ κ. Ν. Κωνσταντινίδου μετὰ τῆς δεσποινίδος Ἑλένης Π. Πετροπούλου. Παρανυμφος ἦτο ὁ κ. Ι. Σπηλιωτόπουλος.	[670, 369, 926, 420]
column-divider	[325, 16, 326, 2308]
article-subheadline: Διατί δὲν διέρχεται ἐκ Λαμίας	[987, 163, 1180, 176]
divider	[1241, 116, 1566, 117]
table-cell: » Βιομηχανικ. 72.75	[18, 156, 118, 167]
table-cell: » Θεσσαλ. 125.50	[18, 200, 105, 212]
article-headline: ΕΠΙΣΗΜΟΣ ΚΑΤΑΧΡΗΣΙΣ	[34, 434, 300, 456]
article-paragraph: Μετὰ τὸ ἐπεισόδιον τοῦτο, τὸ ὁποῖον λήγει ἄνευ συνεπειῶν τὸν λόγον λαμβάνει ὁ μηχανικὸς κ. Μαρκόπουλος ὅστις ὁμιλεῖ διὰ μακρῶν περὶ τῆς συμβάσεως καὶ ἀναπτύσσει τὰς ἀντιρρήσεις του.	[14, 1173, 321, 1224]
ad-place: Εἰς Ἀθήνας	[468, 1077, 523, 1089]
divider	[331, 848, 660, 849]
article-paragraph: Τὸ θέμα ἦτο λίαν ἐνδιαφέρον, καθότι ἐπρόκειτο νὰ συζητηθῶσιν οἱ ὅροι τῆς συμβάσεως περὶ ὑδρεύσεως τῶν Ἀθηνῶν ἐκ τῆς Στυμφαλίας, ἕνεκα δὲ τούτου πολλοὶ ἔσπευσαν ὅπως παραστῶσι κατὰ ταύτην.	[14, 877, 321, 929]
article-subheadline: Τί ἐζημιοῦτο τὸ Δημόσιον	[86, 458, 249, 472]
article-headline: Η ΣΗΜΕΡΙΝΗ ΚΟΝΟΜΑΧΙΑ	[1290, 124, 1517, 141]
ad-subtitle: ΚΑΙ ΤΩΝ ΧΟΙΡΑΔΩΝ (ΧΕΛΩΝΙΩΝ)	[1282, 448, 1525, 463]
social-note: — Ἀφίκετο ἐκ Θεσσαλίας ὁ κ. Παπαζηλάκης, ὁ διαπρεπὴς μηχανικὸς τῆς Κυβερνήσεως.	[670, 252, 926, 277]
ad-title: ΑΝΤΙΦΑΛΑΚΡΙΝΗ	[403, 1024, 588, 1046]
table-cell: Λονδίνου 87.80	[125, 243, 202, 255]
article-byline: (Συνεργάτου μας)	[452, 879, 539, 891]
column-5	[1241, 18, 1566, 2306]
table-row	[16, 244, 244, 257]
ad-body: Τὸ πολυτιμότερον ἐφόδιον διὰ κάθε ταξιδιώτην εἶνε τὸ ἐφοδιασθῇ μὲ τὰς εἰδικὰς ἐκκυκλεύσεις τοῦ ἐξοντιστηρίου κ. Ἰγγλέση, διὰ νὰ μὴ σᾶς κλέπτουν καὶ ἀπατῶνται.	[1241, 696, 1566, 733]
article-paragraph: Μετὰ τοῦτον λαμβάνουσι τὸν λόγον οἱ μηχανικοὶ κ. Ἠλ. Ἀγγελόπουλος καὶ Πρωτοπαπαδάκης, οἵτινες ὑποστηρίζουσι τὴν γνώμην ὅτι ἔπρεπε νὰ προηγηθῇ μελέτη τοῦ ἔργου.	[14, 1226, 321, 1278]
article-paragraph: Ἑκάστη λογοδοσία θὰ περιέχῃ σύντομον ἔκθεσιν περὶ τῆς ἱστορίας τοῦ καταστήματος, ἐν ᾗ ἐκτίθεται ὅπως συνοπτικώτερον γίνεται. Ἐν ἰδίῳ κεφαλαίῳ θὰ ἐκθέτωσιν αἱ συνδρομαί, βοηθεῖαι καὶ κληροδοτήματα, αἱ ὑπὲρ τοῦ ἱδρύματος κατὰ τὸ ἔτος γενόμεναι, μετ' ἀκριβοῦς σχετικῆς σημειώσεως περὶ τοῦ κατ' ἔτος συνολικοῦ κατ' ἀριθμὸν ποσοῦ.	[331, 403, 660, 481]
article-subheadline: Ἀναγράφεται τὴν Τετάρτην	[996, 621, 1171, 635]
article-paragraph: Ὁ εἰσεν. ἔφορος Ξηροχωρίου, ὡς γράφουσιν ἡμῖν ἐκεῖθεν, ἀποτεθέντος ὅτι ἐν τῷ αὐτόθι καπνοκοπτηρίῳ λαμβάνει χώραν καταχρήσεις ἀνεκλάλητοι, ἐκίνησε τὴν προσοχὴν τῶν ἀρμοδίων, διὰ νὰ ἐξακριβωθῇ ἡ ἀλήθεια. Ὁ κ. Ἀλεξανδρόπουλος μετέβη ἐπιτοπίως.	[14, 476, 321, 540]
article-paragraph: Ἐπὶ τῇ βάσει τῆς χθεσινῆς ὁμιλίας γράφεται περὶ τῶν ὑδάτων τῆς Βοιωτίας, εἶδον ὅτι ἐν τῷ φύλλῳ τῆς «Ἀκροπόλεως» τοῦ παρελθόντος Σαββάτου ὁ κ. Γ. Μηλιώτης ἐγραψεν ὅτι δὲν εἶνε εὔκολον νὰ τεθῶσιν ὑπ' ὄψιν τῆς Κυβερνήσεως τὰ σχέδια.	[331, 637, 660, 701]
social-note: — Δὲν ἑορτάζει ὁ κ. Π. Ζωγράφος συνεργάτης τῆς «Ἐφημερίδος».	[670, 656, 926, 681]
ad-body: Ὁ ἐπιστήμων ἰατρὸς κ. Ἀντ. Λίδας θεραπεύει μεθόδως τὸν Καρκίνον, τὴν Κήλην καὶ τὰς Χοιράδας (χελώνια) διὰ φαρμάκου παρ' αὐτοῦ ἐφευρεθέντων καὶ ὑπὸ πάντων τῆς ἰατρικῆς ἐτεφθέντων.	[1241, 466, 1566, 515]
column-divider	[1236, 16, 1237, 2308]
ad-role: Φαρμακοποιὸν	[460, 1065, 531, 1076]
divider	[1241, 654, 1566, 655]
article-paragraph: Εἶνε ἤδη 12 καὶ 1/2 τῆς νυκτός. Ζητεῖ νὰ ὁμιλήσῃ ὁ κ. Ματσᾶς ὑπὲρ τῆς συμβάσεως, ἀλλ' ἡ συνεδρίασις διαλύεται, διότι εἶνε πλέον ἀργά.	[331, 245, 660, 284]
article-subheadline: Πότε ἄρχεται ἡ ἰσχὺς του	[1003, 438, 1164, 452]
article-headline: Η ΠΡΟΣΚΛΗΣΙΣ ΤΩΝ ΟΡΓΑΝΩΤΩΝ	[960, 719, 1207, 733]
